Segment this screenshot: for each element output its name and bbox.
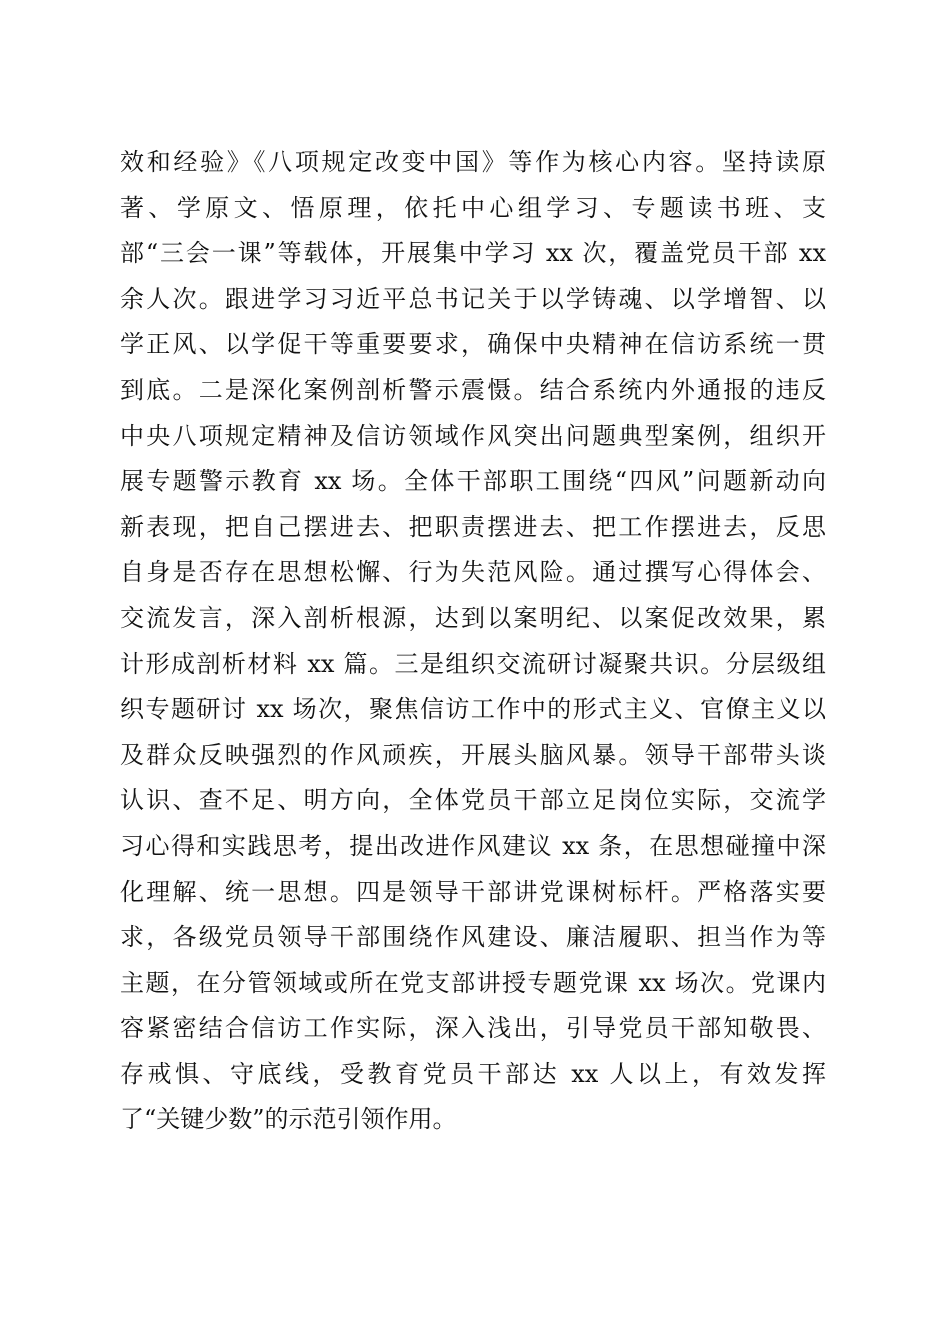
text-line: 求，各级党员领导干部围绕作风建设、廉洁履职、担当作为等 bbox=[120, 923, 826, 952]
text-line: 展专题警示教育 xx 场。全体干部职工围绕“四风”问题新动向 bbox=[120, 467, 826, 496]
text-line-last: 了“关键少数”的示范引领作用。 bbox=[120, 1105, 457, 1134]
text-line: 存戒惧、守底线，受教育党员干部达 xx 人以上，有效发挥 bbox=[120, 1059, 826, 1088]
text-line: 中央八项规定精神及信访领域作风突出问题典型案例，组织开 bbox=[120, 421, 826, 450]
text-line: 交流发言，深入剖析根源，达到以案明纪、以案促改效果，累 bbox=[120, 603, 826, 632]
text-line: 新表现，把自己摆进去、把职责摆进去、把工作摆进去，反思 bbox=[120, 512, 826, 541]
text-line: 效和经验》《八项规定改变中国》等作为核心内容。坚持读原 bbox=[120, 148, 826, 176]
text-line: 及群众反映强烈的作风顽疾，开展头脑风暴。领导干部带头谈 bbox=[120, 740, 826, 769]
text-line: 部“三会一课”等载体，开展集中学习 xx 次，覆盖党员干部 xx bbox=[120, 239, 826, 268]
text-line: 认识、查不足、明方向，全体党员干部立足岗位实际，交流学 bbox=[120, 786, 826, 815]
text-line: 织专题研讨 xx 场次，聚焦信访工作中的形式主义、官僚主义以 bbox=[120, 695, 826, 724]
text-line: 余人次。跟进学习习近平总书记关于以学铸魂、以学增智、以 bbox=[120, 284, 826, 313]
text-line: 计形成剖析材料 xx 篇。三是组织交流研讨凝聚共识。分层级组 bbox=[120, 649, 826, 678]
text-line: 到底。二是深化案例剖析警示震慑。结合系统内外通报的违反 bbox=[120, 375, 826, 404]
body-paragraph bbox=[120, 140, 826, 1143]
text-line: 化理解、统一思想。四是领导干部讲党课树标杆。严格落实要 bbox=[120, 877, 826, 906]
text-line: 自身是否存在思想松懈、行为失范风险。通过撰写心得体会、 bbox=[120, 558, 826, 587]
text-line: 著、学原文、悟原理，依托中心组学习、专题读书班、支 bbox=[120, 193, 826, 222]
text-line: 容紧密结合信访工作实际，深入浅出，引导党员干部知敬畏、 bbox=[120, 1014, 826, 1043]
text-line: 习心得和实践思考，提出改进作风建议 xx 条，在思想碰撞中深 bbox=[120, 831, 826, 860]
text-line: 学正风、以学促干等重要要求，确保中央精神在信访系统一贯 bbox=[120, 330, 826, 359]
text-line: 主题，在分管领域或所在党支部讲授专题党课 xx 场次。党课内 bbox=[120, 968, 826, 997]
